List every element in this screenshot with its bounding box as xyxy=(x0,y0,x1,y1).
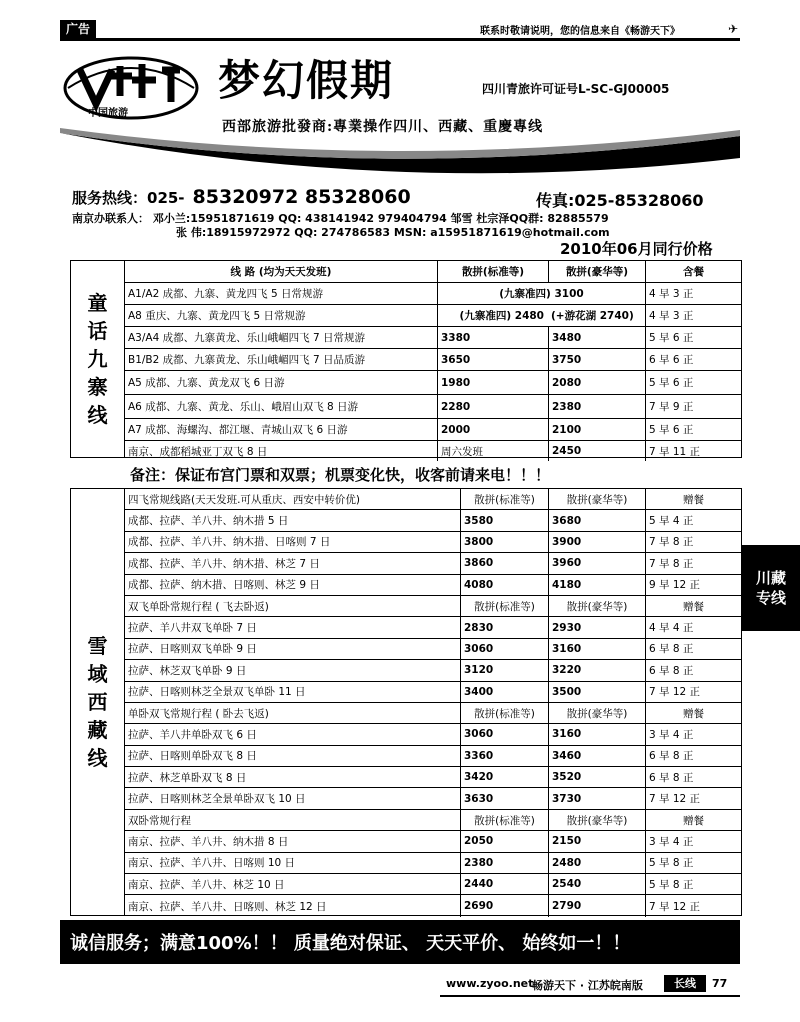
price-lux-cell: 3160 xyxy=(548,639,645,659)
price-lux-cell: 3520 xyxy=(548,767,645,787)
header-std: 散拼(标准等) xyxy=(437,261,548,282)
price-lux-cell: 3480 xyxy=(548,327,645,348)
meal-cell: 7 早 8 正 xyxy=(645,553,741,573)
price-std-cell: 2050 xyxy=(460,831,548,851)
meal-cell: 5 早 8 正 xyxy=(645,874,741,894)
table-row xyxy=(125,874,741,895)
route-cell: 成都、拉萨、羊八井、纳木措 5 日 xyxy=(128,515,289,528)
meal-cell: 5 早 6 正 xyxy=(645,327,741,348)
route-cell: 南京、拉萨、羊八井、日喀则、林芝 12 日 xyxy=(128,900,327,913)
top-bar xyxy=(0,0,800,44)
footer-magazine: 畅游天下 · 江苏皖南版 xyxy=(532,979,643,992)
footer-section-tag: 长线 xyxy=(664,975,706,992)
price-std-cell: 3120 xyxy=(460,660,548,680)
label-char: 雪 xyxy=(87,634,108,658)
company-logo xyxy=(62,52,200,122)
price-std-cell: 3650 xyxy=(437,349,548,370)
meal-cell: 9 早 12 正 xyxy=(645,575,741,595)
top-divider xyxy=(60,38,740,41)
route-cell: 南京、拉萨、羊八井、林芝 10 日 xyxy=(128,878,285,891)
table-row xyxy=(125,660,741,681)
service-hotline xyxy=(72,186,411,208)
magazine-logo-icon: ✈ xyxy=(728,22,739,36)
price-lux-cell: 2930 xyxy=(548,617,645,637)
section-label-jiuzhai xyxy=(71,261,125,457)
subsection-header-row xyxy=(125,810,741,831)
meal-cell: 4 早 4 正 xyxy=(645,617,741,637)
route-cell: 双卧常规行程 xyxy=(128,814,191,827)
subsection-header-row xyxy=(125,596,741,617)
section-tibet-table xyxy=(125,489,741,915)
price-lux-cell: 2790 xyxy=(548,895,645,916)
route-cell: 拉萨、羊八井双飞单卧 7 日 xyxy=(128,622,257,635)
price-lux-cell: 3220 xyxy=(548,660,645,680)
price-lux-cell: 2380 xyxy=(548,395,645,418)
table-row xyxy=(125,510,741,531)
price-std-cell: 2000 xyxy=(437,419,548,440)
price-std-cell: 3860 xyxy=(460,553,548,573)
fax-number: 传真:025-85328060 xyxy=(536,191,704,210)
meal-cell: 7 早 12 正 xyxy=(645,682,741,702)
decorative-swoosh xyxy=(60,128,740,188)
route-cell: 拉萨、羊八井单卧双飞 6 日 xyxy=(128,728,257,741)
section-jiuzhai-table xyxy=(125,261,741,457)
route-cell: 拉萨、日喀则林芝全景单卧双飞 10 日 xyxy=(128,793,306,806)
table-row xyxy=(125,682,741,703)
route-cell: 双飞单卧常规行程 ( 飞去卧返) xyxy=(128,600,269,613)
table-row xyxy=(125,767,741,788)
route-cell: 南京、拉萨、羊八井、日喀则 10 日 xyxy=(128,857,296,870)
price-std-cell: 3800 xyxy=(460,532,548,552)
meal-cell: 4 早 3 正 xyxy=(645,283,741,304)
label-char: 话 xyxy=(87,319,108,343)
source-notice: 联系时敬请说明，您的信息来自《畅游天下》 xyxy=(480,26,680,37)
route-cell: 单卧双飞常规行程 ( 卧去飞返) xyxy=(128,707,269,720)
price-lux-cell: 散拼(豪华等) xyxy=(548,489,645,509)
price-lux-cell: 3730 xyxy=(548,788,645,808)
meal-cell: 赠餐 xyxy=(645,489,741,509)
subsection-header-row xyxy=(125,489,741,510)
ad-tag: 广告 xyxy=(60,20,96,38)
label-char: 寨 xyxy=(87,375,108,399)
page-number: 77 xyxy=(712,977,728,990)
meal-cell: 5 早 4 正 xyxy=(645,510,741,530)
table-row xyxy=(125,575,741,596)
meal-cell: 7 早 9 正 xyxy=(645,395,741,418)
meal-cell: 5 早 8 正 xyxy=(645,853,741,873)
label-char: 藏 xyxy=(87,718,108,742)
route-cell: 成都、拉萨、羊八井、纳木措、林芝 7 日 xyxy=(128,557,320,570)
route-cell: 拉萨、林芝双飞单卧 9 日 xyxy=(128,664,247,677)
table-row xyxy=(125,724,741,745)
price-lux-cell: 2450 xyxy=(548,441,645,461)
price-lux-cell: 4180 xyxy=(548,575,645,595)
price-std-cell: 2440 xyxy=(460,874,548,894)
meal-cell: 6 早 8 正 xyxy=(645,660,741,680)
label-char: 童 xyxy=(87,291,108,315)
price-std-cell: 散拼(标准等) xyxy=(460,489,548,509)
footer-website: www.zyoo.net xyxy=(446,977,534,990)
price-lux-cell: 3500 xyxy=(548,682,645,702)
price-std-cell: 2380 xyxy=(460,853,548,873)
side-tab-line: 川藏 xyxy=(755,569,786,587)
subsection-header-row xyxy=(125,703,741,724)
table-row xyxy=(125,441,741,461)
table-row xyxy=(125,617,741,638)
section-label-tibet xyxy=(71,489,125,915)
price-std-cell: (九寨准四) 2480 xyxy=(437,305,548,326)
table-row xyxy=(125,553,741,574)
price-lux-cell: 3460 xyxy=(548,746,645,766)
meal-cell: 3 早 4 正 xyxy=(645,831,741,851)
price-lux-cell: 2080 xyxy=(548,371,645,394)
price-std-cell: 1980 xyxy=(437,371,548,394)
meal-cell: 7 早 12 正 xyxy=(645,895,741,916)
price-std-cell: 散拼(标准等) xyxy=(460,703,548,723)
route-cell: 拉萨、林芝单卧双飞 8 日 xyxy=(128,771,247,784)
meal-cell: 7 早 12 正 xyxy=(645,788,741,808)
price-std-cell: 散拼(标准等) xyxy=(460,810,548,830)
meal-cell: 6 早 8 正 xyxy=(645,639,741,659)
meal-cell: 6 早 8 正 xyxy=(645,767,741,787)
price-title: 2010年06月同行价格 xyxy=(560,240,713,258)
table-row xyxy=(125,349,741,371)
slogan-banner: 诚信服务；满意100%！！ 质量绝对保证、 天天平价、 始终如一！！ xyxy=(60,920,740,964)
price-lux-cell: 3960 xyxy=(548,553,645,573)
table-row xyxy=(125,831,741,852)
tagline: 西部旅游批發商:專業操作四川、西藏、重慶專线 xyxy=(222,119,544,135)
meal-cell: 4 早 3 正 xyxy=(645,305,741,326)
table-row xyxy=(125,395,741,419)
brand-name: 梦幻假期 xyxy=(218,56,395,105)
route-cell: 成都、拉萨、羊八井、纳木措、日喀则 7 日 xyxy=(128,536,331,549)
table-row xyxy=(125,788,741,809)
price-std-cell: 周六发班 xyxy=(437,441,548,461)
header-route: 线 路 (均为天天发班) xyxy=(230,266,332,278)
route-cell: 拉萨、日喀则林芝全景双飞单卧 11 日 xyxy=(128,686,306,699)
label-char: 域 xyxy=(87,662,108,686)
label-char: 西 xyxy=(87,690,108,714)
route-cell: 南京、拉萨、羊八井、纳木措 8 日 xyxy=(128,835,289,848)
price-lux-cell: (+游花湖 2740) xyxy=(551,310,634,322)
price-std-cell: 3400 xyxy=(460,682,548,702)
route-cell: 四飞常规线路(天天发班.可从重庆、西安中转价优) xyxy=(128,493,361,506)
price-lux-cell: 2150 xyxy=(548,831,645,851)
price-lux-cell: 散拼(豪华等) xyxy=(548,703,645,723)
section-jiuzhai xyxy=(70,260,742,458)
meal-cell: 赠餐 xyxy=(645,596,741,616)
table-row xyxy=(125,639,741,660)
table-row xyxy=(125,532,741,553)
price-lux-cell: 3900 xyxy=(548,532,645,552)
meal-cell: 赠餐 xyxy=(645,810,741,830)
table-row xyxy=(125,419,741,441)
price-lux-cell: 散拼(豪华等) xyxy=(548,596,645,616)
label-char: 线 xyxy=(87,746,108,770)
table-header-row xyxy=(125,261,741,283)
route-cell: 拉萨、日喀则双飞单卧 9 日 xyxy=(128,643,257,656)
footer-divider xyxy=(440,995,740,997)
price-std-cell: 3580 xyxy=(460,510,548,530)
meal-cell: 6 早 6 正 xyxy=(645,349,741,370)
hotline-numbers: 85320972 85328060 xyxy=(192,186,411,208)
label-char: 线 xyxy=(87,403,108,427)
contact-row-2: 张 伟:18915972972 QQ: 274786583 MSN: a15951871619@hotmail.com xyxy=(176,226,610,239)
price-std-cell: 3360 xyxy=(460,746,548,766)
route-cell: 南京、成都稻城亚丁双飞 8 日 xyxy=(128,445,268,458)
table-row xyxy=(125,853,741,874)
route-cell: 成都、拉萨、纳木措、日喀则、林芝 9 日 xyxy=(128,579,320,592)
hotline-label: 服务热线：025- xyxy=(72,189,185,207)
note-remark: 备注：保证布宫门票和双票；机票变化快，收客前请来电！！！ xyxy=(130,466,551,484)
logo-text: 中国旅游 xyxy=(88,108,128,119)
side-tab-line: 专线 xyxy=(755,589,786,607)
route-cell: A5 成都、九寨、黄龙双飞 6 日游 xyxy=(128,377,285,389)
price-std-cell: 2690 xyxy=(460,895,548,916)
price-std-cell: 4080 xyxy=(460,575,548,595)
price-std-cell: 2280 xyxy=(437,395,548,418)
price-lux-cell: 3160 xyxy=(548,724,645,744)
price-lux-cell: 2540 xyxy=(548,874,645,894)
meal-cell: 6 早 8 正 xyxy=(645,746,741,766)
table-row xyxy=(125,746,741,767)
meal-cell: 3 早 4 正 xyxy=(645,724,741,744)
page-footer xyxy=(0,975,800,999)
route-cell: B1/B2 成都、九寨黄龙、乐山峨嵋四飞 7 日品质游 xyxy=(128,354,365,366)
header-meal: 含餐 xyxy=(645,261,741,282)
contact-row-1: 南京办联系人： 邓小兰:15951871619 QQ: 438141942 979404794 邹雪 杜宗泽QQ群: 82885579 xyxy=(72,212,609,225)
section-tibet xyxy=(70,488,742,916)
meal-cell: 5 早 6 正 xyxy=(645,371,741,394)
route-cell: A1/A2 成都、九寨、黄龙四飞 5 日常规游 xyxy=(128,288,323,300)
meal-cell: 5 早 6 正 xyxy=(645,419,741,440)
table-row xyxy=(125,283,741,305)
table-row xyxy=(125,327,741,349)
meal-cell: 赠餐 xyxy=(645,703,741,723)
route-cell: A3/A4 成都、九寨黄龙、乐山峨嵋四飞 7 日常规游 xyxy=(128,332,365,344)
price-std-cell: 3420 xyxy=(460,767,548,787)
table-row xyxy=(125,305,741,327)
header-lux: 散拼(豪华等) xyxy=(548,261,645,282)
route-cell: A7 成都、海螺沟、都江堰、青城山双飞 6 日游 xyxy=(128,424,348,436)
price-std-cell: 3380 xyxy=(437,327,548,348)
meal-cell: 7 早 8 正 xyxy=(645,532,741,552)
price-std-cell: 3060 xyxy=(460,724,548,744)
meal-cell: 7 早 11 正 xyxy=(645,441,741,461)
price-lux-cell: 3750 xyxy=(548,349,645,370)
route-cell: A6 成都、九寨、黄龙、乐山、峨眉山双飞 8 日游 xyxy=(128,401,359,413)
route-cell: 拉萨、日喀则单卧双飞 8 日 xyxy=(128,750,257,763)
price-std-cell: 2830 xyxy=(460,617,548,637)
side-tab-sichuan-tibet xyxy=(742,545,800,631)
price-lux-cell: 散拼(豪华等) xyxy=(548,810,645,830)
route-cell: A8 重庆、九寨、黄龙四飞 5 日常规游 xyxy=(128,310,306,322)
license-number: 四川青旅许可证号L-SC-GJ00005 xyxy=(482,82,670,96)
table-row xyxy=(125,895,741,916)
label-char: 九 xyxy=(87,347,108,371)
price-lux-cell: 3680 xyxy=(548,510,645,530)
price-lux-cell: 2480 xyxy=(548,853,645,873)
table-row xyxy=(125,371,741,395)
price-std-cell: 3060 xyxy=(460,639,548,659)
price-span-cell: (九寨准四) 3100 xyxy=(437,283,645,304)
price-lux-cell: 2100 xyxy=(548,419,645,440)
price-std-cell: 3630 xyxy=(460,788,548,808)
price-std-cell: 散拼(标准等) xyxy=(460,596,548,616)
